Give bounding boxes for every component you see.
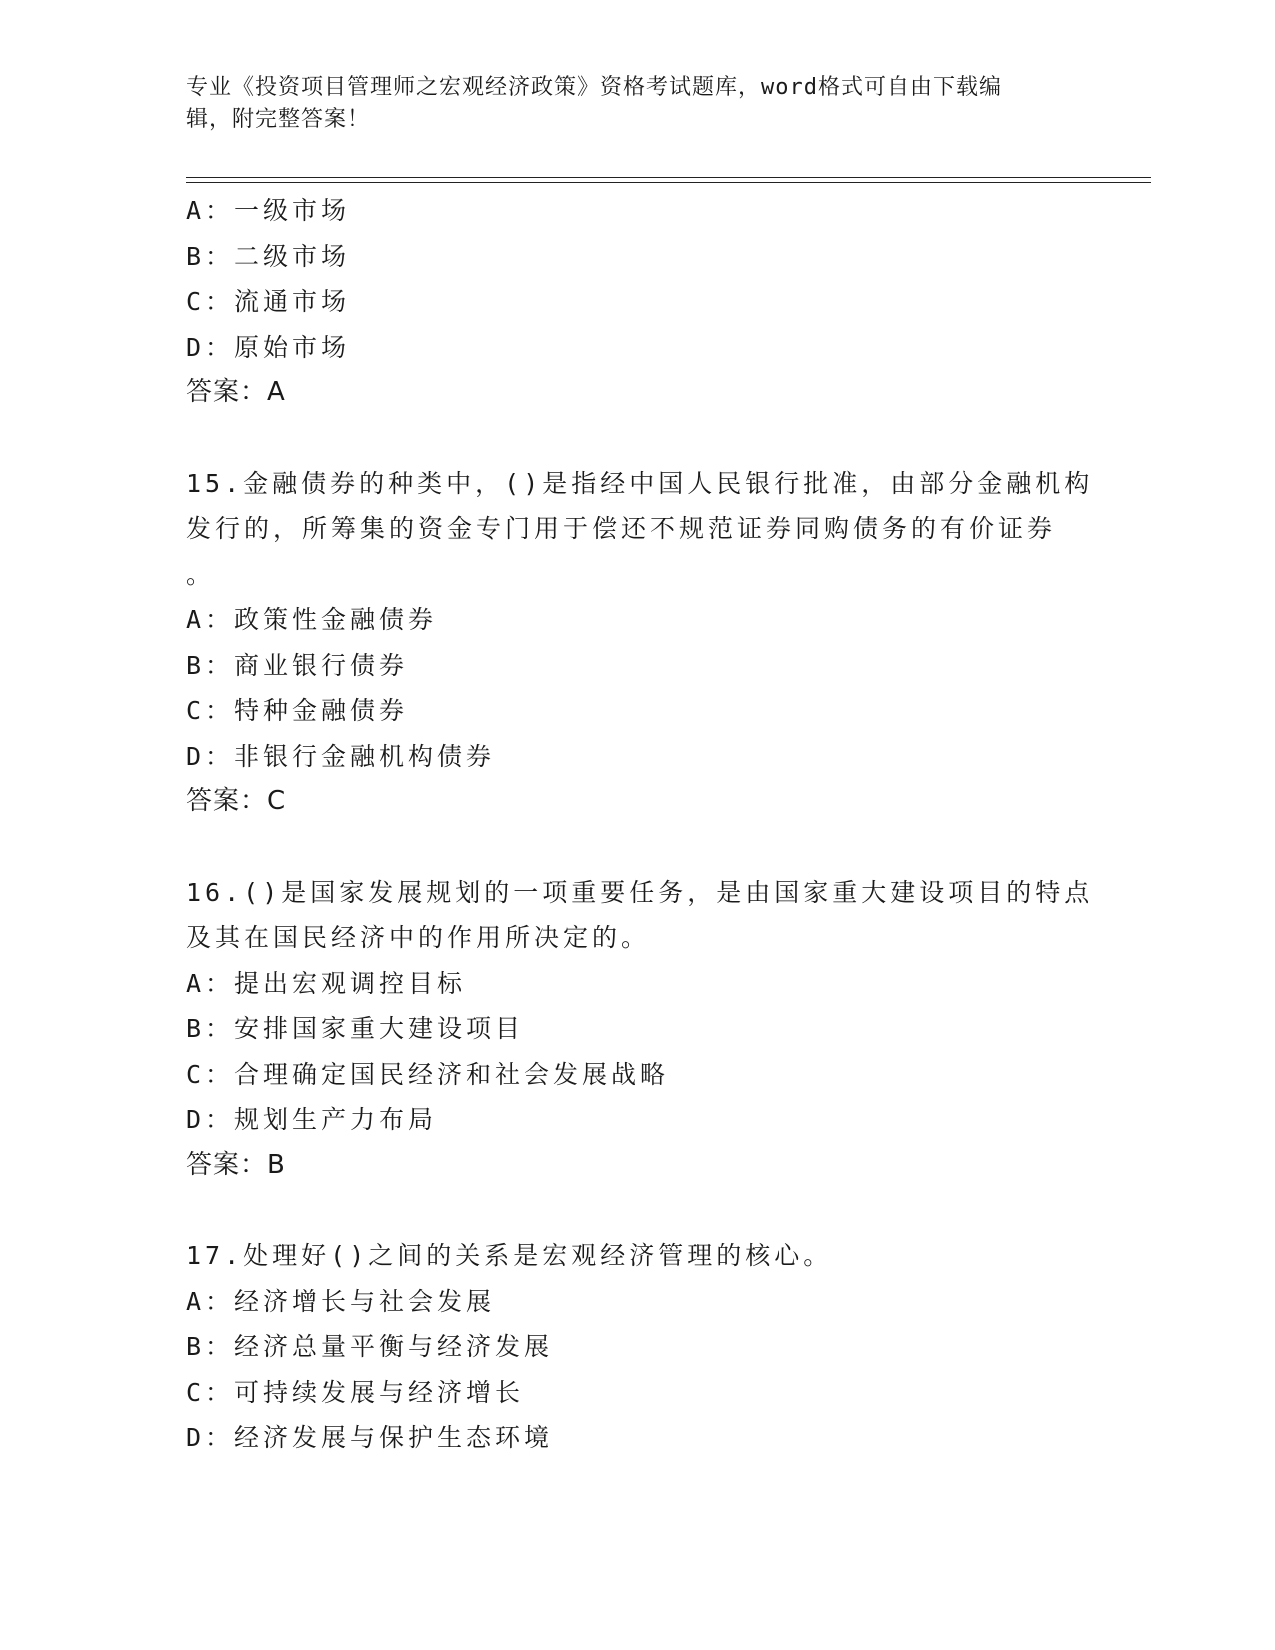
header-rule-top: [186, 177, 1151, 178]
question-15: [186, 461, 1094, 825]
question-text-line-1: 16.()是国家发展规划的一项重要任务，是由国家重大建设项目的特点: [186, 877, 1094, 907]
option-a: A：经济增长与社会发展: [186, 1286, 496, 1316]
answer: 答案：C: [186, 786, 287, 816]
question-14: [186, 188, 1086, 416]
spacer: [186, 825, 1086, 870]
question-17: [186, 1233, 1086, 1461]
header-line-2: 辑，附完整答案！: [186, 107, 371, 132]
option-a: A：政策性金融债券: [186, 605, 438, 634]
question-16: [186, 870, 1094, 1189]
option-d: D：经济发展与保护生态环境: [186, 1423, 554, 1452]
option-b: B：经济总量平衡与经济发展: [186, 1332, 554, 1361]
answer: 答案：B: [186, 1149, 286, 1180]
option-b: B：安排国家重大建设项目: [186, 1014, 525, 1043]
option-b: B：二级市场: [186, 241, 351, 271]
option-a: A：提出宏观调控目标: [186, 968, 467, 998]
header-line-1: 专业《投资项目管理师之宏观经济政策》资格考试题库，word格式可自由下载编: [186, 75, 1002, 100]
question-text-line-1: 17.处理好()之间的关系是宏观经济管理的核心。: [186, 1241, 833, 1270]
question-text-line-1: 15.金融债券的种类中，()是指经中国人民银行批准，由部分金融机构: [186, 468, 1094, 498]
question-text-line-3: 。: [186, 559, 216, 589]
spacer: [186, 1188, 1086, 1233]
header-rule-bottom: [186, 182, 1151, 183]
option-d: D：规划生产力布局: [186, 1105, 438, 1134]
option-c: C：可持续发展与经济增长: [186, 1377, 525, 1407]
option-a: A：一级市场: [186, 196, 351, 225]
option-c: C：流通市场: [186, 287, 351, 316]
spacer: [186, 416, 1086, 461]
question-list: [186, 188, 1094, 1461]
document-header: [186, 72, 1086, 136]
option-c: C：合理确定国民经济和社会发展战略: [186, 1059, 670, 1089]
question-text-line-2: 发行的，所筹集的资金专门用于偿还不规范证券同购债务的有价证券: [186, 514, 1057, 543]
option-b: B：商业银行债券: [186, 650, 409, 680]
option-d: D：非银行金融机构债券: [186, 741, 496, 771]
answer: 答案：A: [186, 377, 286, 407]
option-c: C：特种金融债券: [186, 696, 409, 725]
option-d: D：原始市场: [186, 332, 351, 362]
question-text-line-2: 及其在国民经济中的作用所决定的。: [186, 923, 651, 952]
